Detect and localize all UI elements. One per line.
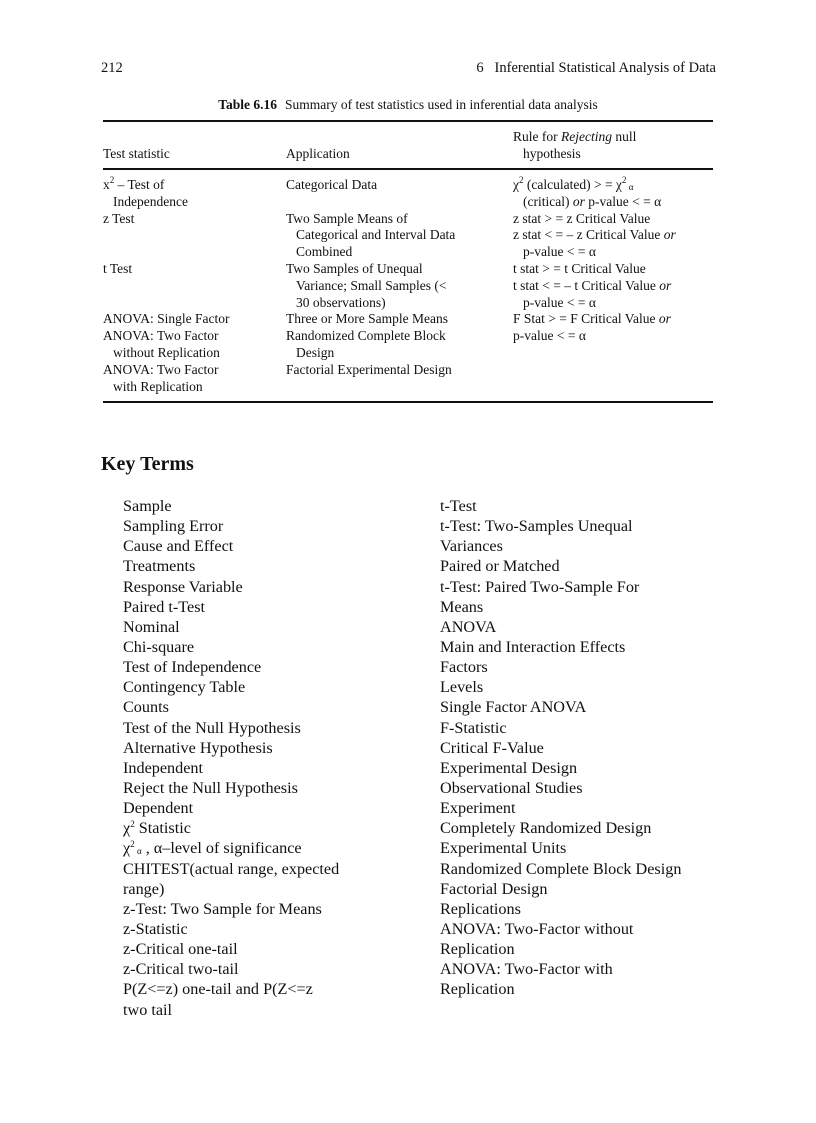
text-run: , α–level of significance xyxy=(141,839,302,858)
key-term xyxy=(123,657,339,677)
key-term xyxy=(440,536,681,556)
cell-line xyxy=(286,362,513,379)
table-row xyxy=(103,211,713,261)
cell-line xyxy=(103,211,286,228)
key-term xyxy=(123,778,339,798)
cell-line xyxy=(103,379,286,396)
text-run: Observational Studies xyxy=(440,778,583,797)
text-run: ANOVA: Two Factor xyxy=(103,361,219,377)
text-run: χ xyxy=(123,819,131,838)
text-run: ANOVA: Two-Factor without xyxy=(440,919,634,938)
text-run: t-Test: Paired Two-Sample For xyxy=(440,577,640,596)
key-terms-left-column xyxy=(123,496,339,1020)
key-term xyxy=(440,838,681,858)
text-run: Levels xyxy=(440,678,484,697)
text-run: p-value < = α xyxy=(523,294,596,310)
text-run: p-value < = α xyxy=(513,328,586,344)
text-run: F Stat > = F Critical Value xyxy=(513,311,659,327)
key-term xyxy=(440,959,681,979)
key-term xyxy=(440,899,681,919)
text-run: (critical) xyxy=(523,193,573,209)
text-run: two tail xyxy=(123,1000,173,1019)
key-term xyxy=(440,738,681,758)
key-term xyxy=(440,496,681,516)
table-header-row xyxy=(103,129,713,163)
key-term xyxy=(440,617,681,637)
cell-line xyxy=(286,146,513,163)
key-term xyxy=(440,597,681,617)
cell-line xyxy=(286,295,513,312)
key-term xyxy=(123,718,339,738)
text-run: z stat < = – z Critical Value xyxy=(513,227,664,243)
text-run: z stat > = z Critical Value xyxy=(513,210,651,226)
cell-line xyxy=(286,177,513,194)
table-top-rule xyxy=(103,120,713,122)
cell-line xyxy=(513,129,713,146)
cell-line xyxy=(286,311,513,328)
key-term xyxy=(440,657,681,677)
text-run: Variance; Small Samples (< xyxy=(296,277,447,293)
key-term xyxy=(440,637,681,657)
text-run: Test of the Null Hypothesis xyxy=(123,718,301,737)
cell-line xyxy=(513,261,713,278)
text-run: z-Statistic xyxy=(123,919,188,938)
text-run: Factorial Design xyxy=(440,879,548,898)
text-run: Paired or Matched xyxy=(440,557,560,576)
key-term xyxy=(440,677,681,697)
table-cell xyxy=(286,261,513,311)
text-run: or xyxy=(658,311,671,327)
text-run: Categorical Data xyxy=(286,177,378,192)
text-run: or xyxy=(659,277,672,293)
key-term xyxy=(123,577,339,597)
cell-line xyxy=(513,211,713,228)
text-run: p-value < = α xyxy=(584,193,662,209)
text-run: Rule for xyxy=(513,129,561,144)
key-term xyxy=(440,879,681,899)
key-term xyxy=(123,879,339,899)
table-cell xyxy=(286,129,513,163)
cell-line xyxy=(513,177,713,194)
text-run: Factors xyxy=(440,658,488,677)
key-term xyxy=(440,979,681,999)
key-term xyxy=(123,939,339,959)
table-cell xyxy=(286,177,513,211)
cell-line xyxy=(513,328,713,345)
text-run: Reject the Null Hypothesis xyxy=(123,778,298,797)
key-term xyxy=(440,577,681,597)
text-run: Critical F-Value xyxy=(440,738,544,757)
key-term xyxy=(123,919,339,939)
text-run: or xyxy=(663,227,676,243)
text-run: Cause and Effect xyxy=(123,537,234,556)
key-term xyxy=(123,798,339,818)
key-term xyxy=(123,697,339,717)
cell-line xyxy=(286,261,513,278)
text-run: p-value < = α xyxy=(523,244,596,260)
text-run: Response Variable xyxy=(123,577,243,596)
cell-line xyxy=(513,244,713,261)
table-header-rule xyxy=(103,168,713,170)
text-run: Combined xyxy=(296,244,353,260)
cell-line xyxy=(513,146,713,163)
running-head: 6 Inferential Statistical Analysis of Data xyxy=(476,60,716,76)
text-run: Application xyxy=(286,145,350,161)
key-term xyxy=(440,859,681,879)
table-header xyxy=(103,129,713,163)
text-run: Replication xyxy=(440,940,515,959)
text-run: Categorical and Interval Data xyxy=(296,227,456,243)
key-term xyxy=(440,697,681,717)
text-run: Experiment xyxy=(440,799,516,818)
text-run: z-Critical one-tail xyxy=(123,940,238,959)
key-term xyxy=(123,738,339,758)
text-run: or xyxy=(572,193,585,209)
key-term xyxy=(123,496,339,516)
text-run: x xyxy=(103,177,110,192)
text-run: ANOVA xyxy=(440,617,497,636)
text-run: Statistic xyxy=(134,819,191,838)
text-run: Main and Interaction Effects xyxy=(440,637,626,656)
table-cell xyxy=(286,362,513,396)
table-cell xyxy=(513,362,713,396)
text-run: Experimental Design xyxy=(440,758,578,777)
text-run: α xyxy=(134,846,142,857)
table-bottom-rule xyxy=(103,401,713,403)
cell-line xyxy=(103,129,286,146)
key-term xyxy=(123,1000,339,1020)
text-run: 2 xyxy=(621,175,627,185)
cell-line xyxy=(103,177,286,194)
key-term xyxy=(440,939,681,959)
table-cell xyxy=(103,177,286,211)
key-term xyxy=(123,597,339,617)
text-run: t stat < = – t Critical Value xyxy=(513,277,660,293)
table-cell xyxy=(513,177,713,211)
table-cell xyxy=(513,261,713,311)
text-run: Replication xyxy=(440,980,515,999)
table-cell xyxy=(103,328,286,362)
text-run: Test statistic xyxy=(103,145,170,161)
text-run: Independence xyxy=(113,193,188,209)
text-run: Nominal xyxy=(123,617,180,636)
text-run: χ xyxy=(123,839,131,858)
cell-line xyxy=(103,146,286,163)
text-run: Contingency Table xyxy=(123,678,246,697)
cell-line xyxy=(513,311,713,328)
text-run: t Test xyxy=(103,260,133,276)
text-run: 2 xyxy=(130,819,135,830)
table-cell xyxy=(103,129,286,163)
key-term xyxy=(123,818,339,838)
key-term xyxy=(440,718,681,738)
cell-line xyxy=(286,278,513,295)
cell-line xyxy=(286,244,513,261)
key-terms-right-column xyxy=(440,496,681,1000)
cell-line xyxy=(103,328,286,345)
key-term xyxy=(440,758,681,778)
text-run: z-Critical two-tail xyxy=(123,960,239,979)
text-run: Sample xyxy=(123,497,172,515)
text-run: Rejecting xyxy=(561,129,612,144)
text-run: Single Factor ANOVA xyxy=(440,698,587,717)
key-term xyxy=(440,778,681,798)
text-run: null xyxy=(611,129,637,144)
text-run: Two Samples of Unequal xyxy=(286,260,423,276)
text-run: Factorial Experimental Design xyxy=(286,361,452,377)
text-run: P(Z<=z) one-tail and P(Z<=z xyxy=(123,980,313,999)
text-run: with Replication xyxy=(113,378,203,394)
text-run: 30 observations) xyxy=(296,294,386,310)
table-cell xyxy=(513,211,713,261)
table-row xyxy=(103,261,713,311)
key-term xyxy=(123,979,339,999)
text-run: 2 xyxy=(519,175,524,185)
text-run: range) xyxy=(123,879,165,898)
key-term xyxy=(440,798,681,818)
key-term xyxy=(123,677,339,697)
key-term xyxy=(123,536,339,556)
cell-line xyxy=(103,311,286,328)
text-run: ANOVA: Two-Factor with xyxy=(440,960,613,979)
table-row xyxy=(103,328,713,362)
key-term xyxy=(440,516,681,536)
page-number: 212 xyxy=(101,60,123,76)
cell-line xyxy=(103,345,286,362)
table-cell xyxy=(103,362,286,396)
cell-line xyxy=(286,129,513,146)
text-run: ANOVA: Two Factor xyxy=(103,328,219,344)
text-run: z-Test: Two Sample for Means xyxy=(123,899,322,918)
key-term xyxy=(123,959,339,979)
table-cell xyxy=(513,328,713,362)
cell-line xyxy=(513,362,713,379)
key-term xyxy=(123,637,339,657)
text-run: α xyxy=(626,182,634,192)
text-run: without Replication xyxy=(113,344,220,360)
text-run: Counts xyxy=(123,698,169,717)
text-run: – Test of xyxy=(114,177,165,192)
text-run: Experimental Units xyxy=(440,839,567,858)
text-run: z Test xyxy=(103,210,135,226)
table-row xyxy=(103,362,713,396)
table-body xyxy=(103,177,713,395)
text-run: Variances xyxy=(440,537,503,556)
table-cell xyxy=(286,211,513,261)
text-run: t-Test xyxy=(440,497,477,515)
table-cell xyxy=(103,261,286,311)
text-run: χ xyxy=(513,177,519,192)
cell-line xyxy=(513,278,713,295)
key-term xyxy=(123,556,339,576)
text-run: Completely Randomized Design xyxy=(440,819,652,838)
text-run: F-Statistic xyxy=(440,718,507,737)
text-run: 2 xyxy=(130,839,135,850)
text-run: Sampling Error xyxy=(123,517,224,536)
text-run: Three or More Sample Means xyxy=(286,311,448,327)
text-run: Means xyxy=(440,597,484,616)
text-run: Randomized Complete Block xyxy=(286,328,446,344)
text-run: Alternative Hypothesis xyxy=(123,738,273,757)
cell-line xyxy=(286,227,513,244)
table-row xyxy=(103,177,713,211)
text-run: Paired t-Test xyxy=(123,597,206,616)
key-term xyxy=(123,516,339,536)
table-caption xyxy=(0,97,816,113)
cell-line xyxy=(513,227,713,244)
table-cell xyxy=(513,129,713,163)
cell-line xyxy=(513,295,713,312)
text-run: 2 xyxy=(109,175,115,185)
table-cell xyxy=(103,211,286,261)
text-run: Treatments xyxy=(123,557,196,576)
key-term xyxy=(123,859,339,879)
cell-line xyxy=(513,194,713,211)
table-cell xyxy=(103,311,286,328)
text-run: hypothesis xyxy=(523,145,581,161)
text-run: Replications xyxy=(440,899,521,918)
key-term xyxy=(440,556,681,576)
text-run: Two Sample Means of xyxy=(286,210,408,226)
table-caption-text: Summary of test statistics used in inferential data analysis xyxy=(285,97,598,112)
text-run: CHITEST(actual range, expected xyxy=(123,859,340,878)
text-run: t stat > = t Critical Value xyxy=(513,260,646,276)
cell-line xyxy=(103,261,286,278)
table-label: Table 6.16 xyxy=(218,97,278,112)
table-cell xyxy=(286,311,513,328)
text-run: Chi-square xyxy=(123,637,195,656)
cell-line xyxy=(286,328,513,345)
key-term xyxy=(123,617,339,637)
text-run: t-Test: Two-Samples Unequal xyxy=(440,517,633,536)
table-cell xyxy=(513,311,713,328)
key-terms-heading: Key Terms xyxy=(101,453,194,475)
key-term xyxy=(440,919,681,939)
table-row xyxy=(103,311,713,328)
cell-line xyxy=(103,194,286,211)
text-run: Dependent xyxy=(123,799,194,818)
text-run: ANOVA: Single Factor xyxy=(103,311,230,327)
text-run: Design xyxy=(296,344,335,360)
text-run: Randomized Complete Block Design xyxy=(440,859,682,878)
table-cell xyxy=(286,328,513,362)
text-run: Independent xyxy=(123,758,204,777)
key-term xyxy=(123,899,339,919)
text-run: Test of Independence xyxy=(123,658,262,677)
key-term xyxy=(123,838,339,858)
cell-line xyxy=(286,211,513,228)
cell-line xyxy=(103,362,286,379)
key-term xyxy=(440,818,681,838)
key-term xyxy=(123,758,339,778)
cell-line xyxy=(286,345,513,362)
text-run: (calculated) > = χ xyxy=(523,177,622,192)
